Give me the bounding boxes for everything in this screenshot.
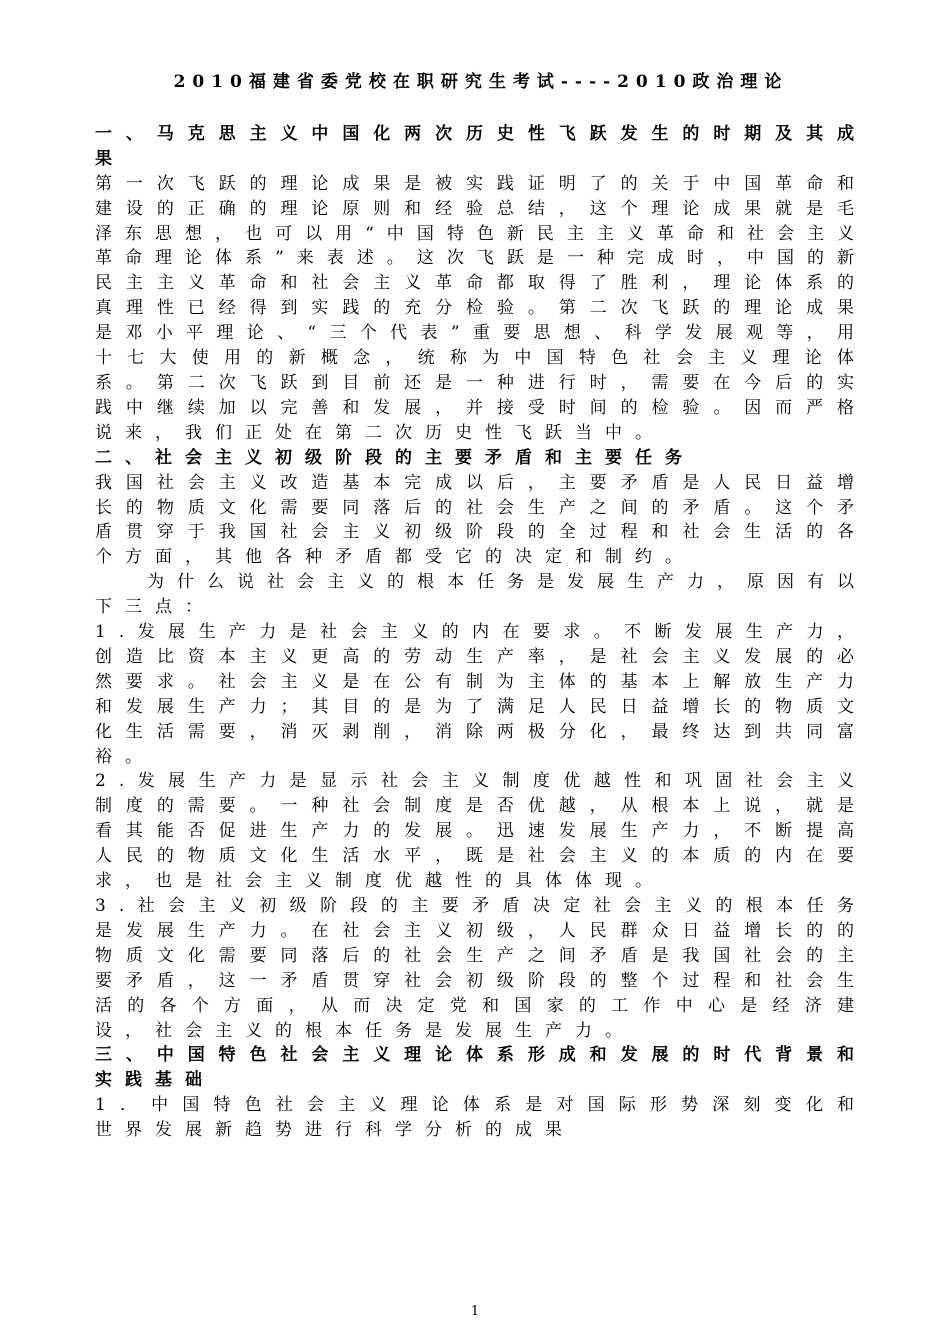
document-page (95, 70, 867, 1143)
section-2-point-1: 1.发展生产力是社会主义的内在要求。不断发展生产力，创造比资本主义更高的劳动生产率，是社会主义发展的必然要求。社会主义是在公有制为主体的基本上解放生产力和发展生产力；其目的是为了满足人民日益增长的物质文化生活需要，消灭剥削，消除两极分化，最终达到共同富裕。 (95, 622, 867, 767)
section-2-point-3: 3.社会主义初级阶段的主要矛盾决定社会主义的根本任务是发展生产力。在社会主义初级，人民群众日益增长的的物质文化需要同落后的社会生产之间矛盾是我国社会的主要矛盾，这一矛盾贯穿社会初级阶段的整个过程和社会生活的各个方面，从而决定党和国家的工作中心是经济建设，社会主义的根本任务是发展生产力。 (95, 896, 867, 1041)
section-2-intro: 为什么说社会主义的根本任务是发展生产力，原因有以下三点： (95, 572, 867, 618)
document-title: 2010福建省委党校在职研究生考试----2010政治理论 (173, 72, 789, 92)
page-number: 1 (470, 1304, 480, 1319)
section-2-heading: 二、社会主义初级阶段的主要矛盾和主要任务 (95, 447, 695, 468)
section-2-point-2: 2.发展生产力是显示社会主义制度优越性和巩固社会主义制度的需要。一种社会制度是否优越，从根本上说，就是看其能否促进生产力的发展。迅速发展生产力，不断提高人民的物质文化生活水平，既是社会主义的本质的内在要求，也是社会主义制度优越性的具体体现。 (95, 771, 867, 892)
section-1-heading: 一、马克思主义中国化两次历史性飞跃发生的时期及其成果 (95, 123, 867, 169)
section-1-paragraph: 第一次飞跃的理论成果是被实践证明了的关于中国革命和建设的正确的理论原则和经验总结，这个理论成果就是毛泽东思想，也可以用“中国特色新民主主义革命和社会主义革命理论体系”来表述。这次飞跃是一种完成时，中国的新民主主义革命和社会主义革命都取得了胜利，理论体系的真理性已经得到实践的充分检验。第二次飞跃的理论成果是邓小平理论、“三个代表”重要思想、科学发展观等，用十七大使用的新概念，统称为中国特色社会主义理论体系。第二次飞跃到目前还是一种进行时，需要在今后的实践中继续加以完善和发展，并接受时间的检验。因而严格说来，我们正处在第二次历史性飞跃当中。 (95, 173, 867, 443)
section-3-point-1: 1．中国特色社会主义理论体系是对国际形势深刻变化和世界发展新趋势进行科学分析的成果 (95, 1095, 867, 1141)
section-3-heading: 三、中国特色社会主义理论体系形成和发展的时代背景和实践基础 (95, 1045, 867, 1091)
section-2-paragraph: 我国社会主义改造基本完成以后，主要矛盾是人民日益增长的物质文化需要同落后的社会生产之间的矛盾。这个矛盾贯穿于我国社会主义初级阶段的全过程和社会生活的各个方面，其他各种矛盾都受它的决定和制约。 (95, 472, 867, 568)
